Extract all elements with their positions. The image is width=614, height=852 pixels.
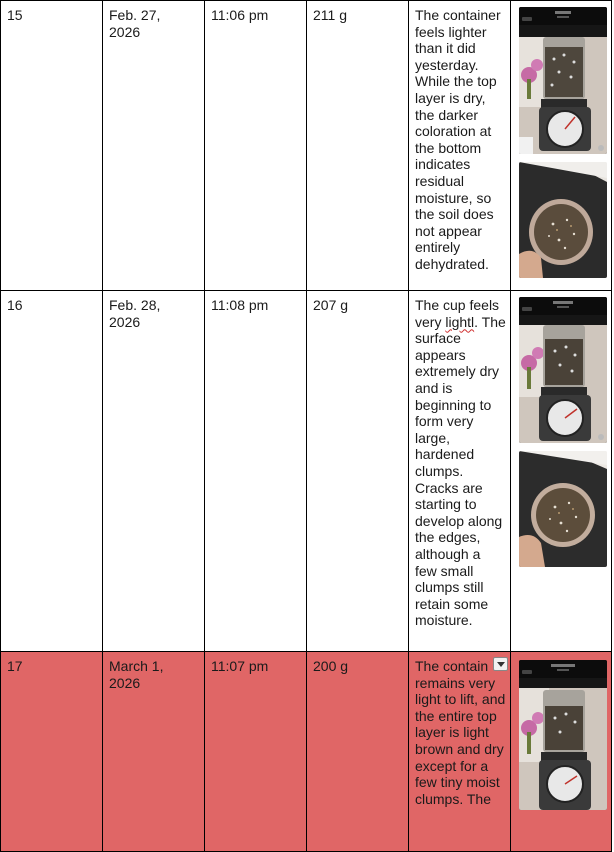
scale-photo[interactable] [519,297,607,443]
notes-cell[interactable] [409,652,511,852]
cup-top-photo[interactable] [519,451,607,567]
date-year: 2026 [109,23,141,40]
day-cell[interactable] [1,1,103,291]
day-number: 15 [7,7,23,23]
day-cell[interactable] [1,652,103,852]
photos-cell[interactable] [511,652,612,852]
mass-text: 211 g [313,7,347,23]
misspelled-word[interactable]: lightl [445,313,475,330]
chevron-down-icon[interactable] [493,657,508,671]
scale-photo[interactable] [519,7,607,154]
photos-cell[interactable] [511,1,612,291]
notes-text: The contain remains very light to lift, and the entire top layer is light brown and dry except for a few tiny moist clumps. The [415,658,506,807]
time-cell[interactable] [205,291,307,652]
mass-cell[interactable] [307,652,409,852]
date-cell[interactable] [103,652,205,852]
time-text: 11:06 pm [211,7,269,23]
mass-cell[interactable] [307,291,409,652]
day-cell[interactable] [1,291,103,652]
date-cell[interactable] [103,291,205,652]
table-row [1,1,612,291]
notes-text-continued: . The surface appears extremely dry and is beginning to form very large, hardened clumps. Cracks are starting to develop along the edges, although a few small clumps still retain some moisture. [415,313,506,629]
time-cell[interactable] [205,652,307,852]
date-text: March 1, [109,658,164,674]
date-text: Feb. 27, [109,7,161,23]
mass-text: 200 g [313,658,349,674]
time-text: 11:08 pm [211,297,269,313]
cup-top-photo[interactable] [519,162,607,278]
day-number: 17 [7,658,23,674]
notes-cell[interactable] [409,1,511,291]
scale-photo[interactable] [519,660,607,810]
time-text: 11:07 pm [211,658,269,674]
photos-cell[interactable] [511,291,612,652]
date-cell[interactable] [103,1,205,291]
table-row-highlighted [1,652,612,852]
date-text: Feb. 28, [109,297,161,313]
notes-text: The container feels lighter than it did yesterday. While the top layer is dry, the darker coloration at the bottom indicates residual moisture, so the soil does not appear entirely dehydrated. [415,7,501,272]
notes-text: The cup feels very [415,297,500,330]
day-number: 16 [7,297,23,313]
date-year: 2026 [109,674,141,691]
time-cell[interactable] [205,1,307,291]
table-row [1,291,612,652]
mass-cell[interactable] [307,1,409,291]
notes-cell[interactable] [409,291,511,652]
date-year: 2026 [109,313,141,330]
mass-text: 207 g [313,297,349,313]
